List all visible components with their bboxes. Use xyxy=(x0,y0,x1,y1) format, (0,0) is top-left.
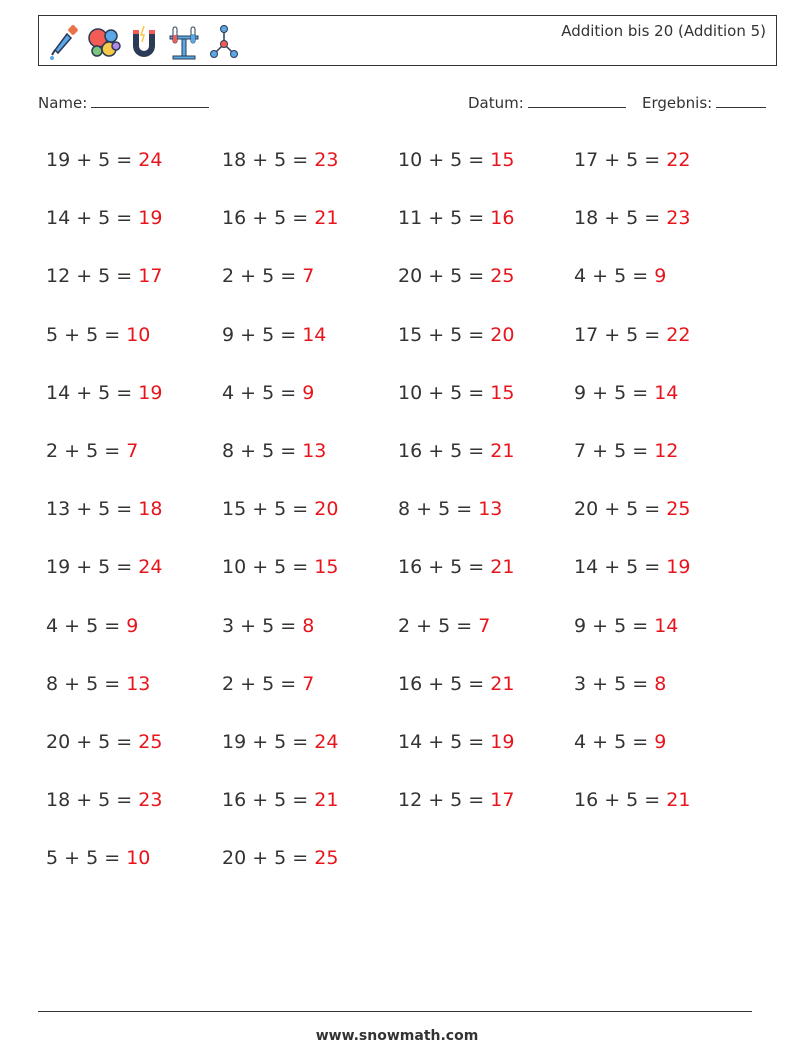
date-label: Datum: xyxy=(468,94,524,112)
molecule-balls-icon xyxy=(87,22,121,62)
problem-question: 18 + 5 = xyxy=(222,149,315,171)
problem-item xyxy=(574,611,678,641)
problem-question: 19 + 5 = xyxy=(46,149,139,171)
problem-question: 14 + 5 = xyxy=(574,556,667,579)
problem-question: 8 + 5 = xyxy=(46,672,127,695)
problem-answer: 21 xyxy=(314,789,339,812)
problem-answer: 20 xyxy=(314,498,339,521)
problem-item xyxy=(46,436,138,466)
problem-question: 14 + 5 = xyxy=(46,381,139,404)
problem-item xyxy=(222,611,314,641)
problem-item xyxy=(46,669,150,699)
problem-answer: 14 xyxy=(654,614,679,637)
problem-item xyxy=(574,669,666,699)
problem-question: 10 + 5 = xyxy=(398,381,491,404)
problem-item xyxy=(574,494,690,524)
problem-question: 8 + 5 = xyxy=(222,440,303,462)
problem-question: 4 + 5 = xyxy=(46,614,127,637)
date-blank[interactable] xyxy=(528,93,626,108)
problem-question: 16 + 5 = xyxy=(222,207,315,230)
problem-question: 17 + 5 = xyxy=(574,323,667,346)
test-tube-rack-icon xyxy=(167,22,201,62)
problem-answer: 21 xyxy=(666,789,691,812)
problem-question: 4 + 5 = xyxy=(574,731,655,753)
problem-answer: 13 xyxy=(302,440,327,462)
problem-question: 10 + 5 = xyxy=(398,149,491,171)
problem-item xyxy=(574,785,690,815)
problem-question: 2 + 5 = xyxy=(222,265,303,288)
problem-answer: 9 xyxy=(654,265,667,288)
problem-answer: 7 xyxy=(302,265,315,288)
problem-answer: 8 xyxy=(302,614,315,637)
footer-site: www.snowmath.com xyxy=(315,1028,479,1044)
problem-item xyxy=(46,727,162,757)
problem-item xyxy=(398,494,502,524)
problem-item xyxy=(222,436,326,466)
problem-answer: 21 xyxy=(490,440,515,462)
problem-question: 16 + 5 = xyxy=(398,556,491,579)
problem-question: 4 + 5 = xyxy=(222,381,303,404)
problem-answer: 19 xyxy=(138,207,163,230)
problem-question: 16 + 5 = xyxy=(222,789,315,812)
pipette-icon xyxy=(47,22,81,62)
problem-item xyxy=(222,727,338,757)
problem-question: 11 + 5 = xyxy=(398,207,491,230)
problem-item xyxy=(574,261,666,291)
problem-answer: 7 xyxy=(478,614,491,637)
problem-item xyxy=(222,494,338,524)
problem-answer: 25 xyxy=(138,731,163,753)
problem-answer: 19 xyxy=(490,731,515,753)
problem-item xyxy=(398,785,514,815)
problem-question: 13 + 5 = xyxy=(46,498,139,521)
problem-item xyxy=(222,320,326,350)
problem-item xyxy=(398,552,514,582)
problem-question: 20 + 5 = xyxy=(398,265,491,288)
problem-question: 5 + 5 = xyxy=(46,847,127,870)
problem-answer: 23 xyxy=(314,149,339,171)
problem-answer: 8 xyxy=(654,672,667,695)
problem-answer: 13 xyxy=(126,672,151,695)
problem-question: 9 + 5 = xyxy=(574,614,655,637)
problem-question: 2 + 5 = xyxy=(46,440,127,462)
molecule-structure-icon xyxy=(207,22,241,62)
problem-question: 16 + 5 = xyxy=(398,672,491,695)
problem-question: 20 + 5 = xyxy=(46,731,139,753)
result-field xyxy=(642,93,766,112)
problem-question: 9 + 5 = xyxy=(222,323,303,346)
problem-answer: 22 xyxy=(666,149,691,171)
problem-question: 16 + 5 = xyxy=(398,440,491,462)
problem-item xyxy=(398,436,514,466)
date-field xyxy=(468,93,626,112)
magnet-icon xyxy=(127,22,161,62)
problem-item xyxy=(574,203,690,233)
name-field xyxy=(38,93,209,112)
problem-item xyxy=(398,727,514,757)
problem-question: 4 + 5 = xyxy=(574,265,655,288)
problem-question: 18 + 5 = xyxy=(574,207,667,230)
problem-item xyxy=(46,494,162,524)
problem-answer: 15 xyxy=(314,556,339,579)
problem-item xyxy=(398,611,490,641)
worksheet-title: Addition bis 20 (Addition 5) xyxy=(561,22,766,40)
problem-question: 10 + 5 = xyxy=(222,556,315,579)
problem-item xyxy=(222,669,314,699)
problem-question: 12 + 5 = xyxy=(398,789,491,812)
problem-question: 20 + 5 = xyxy=(574,498,667,521)
problem-answer: 15 xyxy=(490,149,515,171)
problem-answer: 23 xyxy=(666,207,691,230)
problem-question: 16 + 5 = xyxy=(574,789,667,812)
problem-item xyxy=(46,320,150,350)
problem-item xyxy=(222,261,314,291)
problem-question: 14 + 5 = xyxy=(46,207,139,230)
problem-question: 3 + 5 = xyxy=(574,672,655,695)
problem-answer: 14 xyxy=(302,323,327,346)
problem-item xyxy=(574,552,690,582)
problem-question: 7 + 5 = xyxy=(574,440,655,462)
problem-answer: 25 xyxy=(666,498,691,521)
problem-item xyxy=(46,378,162,408)
problem-answer: 12 xyxy=(654,440,679,462)
header-icons xyxy=(47,22,241,62)
problem-question: 8 + 5 = xyxy=(398,498,479,521)
problem-question: 2 + 5 = xyxy=(222,672,303,695)
problem-answer: 7 xyxy=(302,672,315,695)
problem-item xyxy=(574,378,678,408)
problem-item xyxy=(46,785,162,815)
result-blank[interactable] xyxy=(716,93,766,108)
problem-item xyxy=(46,203,162,233)
problem-item xyxy=(222,552,338,582)
problem-question: 19 + 5 = xyxy=(46,556,139,579)
problem-item xyxy=(46,843,150,873)
name-blank[interactable] xyxy=(91,93,209,108)
problem-answer: 21 xyxy=(490,556,515,579)
problem-question: 5 + 5 = xyxy=(46,323,127,346)
problem-item xyxy=(222,785,338,815)
problem-item xyxy=(46,611,138,641)
problem-question: 14 + 5 = xyxy=(398,731,491,753)
problem-answer: 21 xyxy=(490,672,515,695)
problem-answer: 9 xyxy=(126,614,139,637)
problem-item xyxy=(574,320,690,350)
problem-question: 17 + 5 = xyxy=(574,149,667,171)
result-label: Ergebnis: xyxy=(642,94,713,112)
problem-answer: 18 xyxy=(138,498,163,521)
worksheet-header xyxy=(38,15,777,66)
problem-item xyxy=(398,203,514,233)
problem-answer: 19 xyxy=(666,556,691,579)
problem-question: 12 + 5 = xyxy=(46,265,139,288)
problem-answer: 7 xyxy=(126,440,139,462)
problem-question: 2 + 5 = xyxy=(398,614,479,637)
problem-item xyxy=(574,436,678,466)
problem-item xyxy=(398,261,514,291)
problem-item xyxy=(222,203,338,233)
problem-item xyxy=(46,552,162,582)
problem-answer: 20 xyxy=(490,323,515,346)
problem-item xyxy=(574,145,690,175)
problem-answer: 10 xyxy=(126,847,151,870)
problem-item xyxy=(222,145,338,175)
problem-answer: 25 xyxy=(314,847,339,870)
name-label: Name: xyxy=(38,94,88,112)
problem-answer: 14 xyxy=(654,381,679,404)
problem-question: 20 + 5 = xyxy=(222,847,315,870)
problem-question: 15 + 5 = xyxy=(222,498,315,521)
problem-item xyxy=(398,145,514,175)
problem-item xyxy=(398,378,514,408)
problem-answer: 16 xyxy=(490,207,515,230)
footer-divider xyxy=(38,1011,752,1012)
problem-item xyxy=(46,145,162,175)
problem-item xyxy=(46,261,162,291)
problem-answer: 13 xyxy=(478,498,503,521)
problem-answer: 9 xyxy=(302,381,315,404)
problem-answer: 17 xyxy=(490,789,515,812)
problem-question: 9 + 5 = xyxy=(574,381,655,404)
problem-answer: 10 xyxy=(126,323,151,346)
problem-answer: 21 xyxy=(314,207,339,230)
problem-answer: 25 xyxy=(490,265,515,288)
problem-item xyxy=(398,320,514,350)
problem-question: 19 + 5 = xyxy=(222,731,315,753)
problem-answer: 23 xyxy=(138,789,163,812)
problem-item xyxy=(222,843,338,873)
problem-answer: 24 xyxy=(314,731,339,753)
problem-answer: 17 xyxy=(138,265,163,288)
problem-answer: 24 xyxy=(138,556,163,579)
problem-answer: 24 xyxy=(138,149,163,171)
problem-question: 15 + 5 = xyxy=(398,323,491,346)
problem-answer: 9 xyxy=(654,731,667,753)
problem-question: 18 + 5 = xyxy=(46,789,139,812)
problem-item xyxy=(398,669,514,699)
problem-question: 3 + 5 = xyxy=(222,614,303,637)
problem-item xyxy=(222,378,314,408)
problem-answer: 15 xyxy=(490,381,515,404)
problem-item xyxy=(574,727,666,757)
problem-answer: 19 xyxy=(138,381,163,404)
problem-answer: 22 xyxy=(666,323,691,346)
